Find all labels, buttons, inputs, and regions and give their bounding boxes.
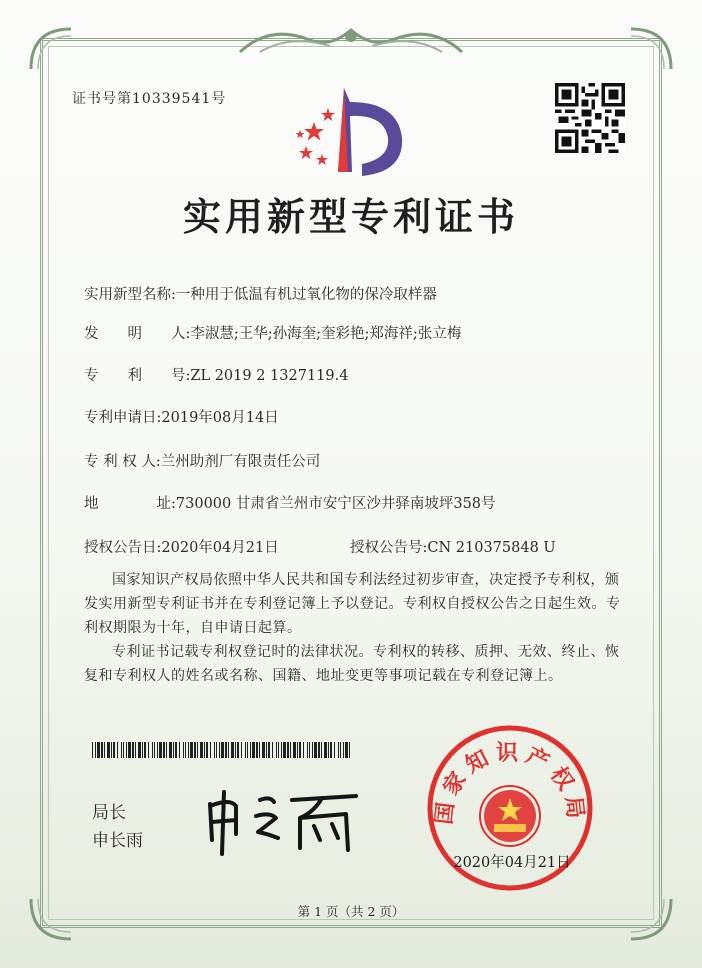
field-label: 授权公告日: (84, 540, 162, 556)
top-ornament-icon (230, 22, 472, 58)
field-patentee (84, 450, 320, 471)
corner-ornament-icon (26, 24, 76, 74)
certificate-number: 证书号第10339541号 (72, 91, 227, 107)
cnipa-logo-icon (292, 80, 408, 180)
field-patent-number (84, 364, 348, 385)
seal-date: 2020年04月21日 (453, 855, 571, 871)
seal-text: 国家知识产权局 (431, 740, 589, 826)
field-label: 发 明 人: (84, 326, 191, 342)
field-grant-number (350, 536, 556, 557)
field-grant-date (84, 536, 279, 557)
field-label: 实用新型名称: (84, 287, 176, 303)
field-value: CN 210375848 U (427, 540, 556, 556)
handwritten-signature-icon (196, 782, 366, 862)
field-filing-date (84, 406, 279, 427)
field-value: ZL 2019 2 1327119.4 (190, 368, 349, 384)
field-utility-model-name (84, 283, 437, 304)
field-value: 兰州助剂厂有限责任公司 (160, 454, 321, 470)
field-value: 一种用于低温有机过氧化物的保冷取样器 (175, 287, 437, 303)
grant-statement-paragraph: 国家知识产权局依照中华人民共和国专利法经过初步审查，决定授予专利权，颁发实用新型专利证书并在专利登记簿上予以登记。专利权自授权公告之日起生效。专利权期限为十年，自申请日起算。 (84, 572, 621, 636)
field-label: 专利申请日: (84, 410, 162, 426)
legal-status-paragraph: 专利证书记载专利权登记时的法律状况。专利权的转移、质押、无效、终止、恢复和专利权人的姓名或名称、国籍、地址变更等事项记载在专利登记簿上。 (84, 644, 620, 684)
field-value: 2019年08月14日 (161, 410, 279, 426)
field-label: 专 利 号: (84, 368, 191, 384)
signatory-role: 局长 (92, 803, 126, 823)
signatory-name: 申长雨 (92, 831, 143, 851)
field-value: 730000 甘肃省兰州市安宁区沙井驿南坡坪358号 (175, 496, 496, 512)
field-value: 李淑慧;王华;孙海奎;奎彩艳;郑海祥;张立梅 (190, 326, 462, 342)
field-label: 专 利 权 人: (84, 454, 161, 470)
field-value: 2020年04月21日 (161, 540, 279, 556)
page-number: 第 1 页（共 2 页） (297, 904, 405, 919)
corner-ornament-icon (626, 24, 676, 74)
field-label: 地 址: (84, 496, 176, 512)
field-inventors (84, 322, 461, 343)
field-address (84, 492, 496, 513)
field-label: 授权公告号: (350, 540, 428, 556)
certificate-title: 实用新型专利证书 (182, 195, 519, 239)
barcode-icon (92, 742, 350, 758)
qr-code-icon (555, 83, 625, 153)
